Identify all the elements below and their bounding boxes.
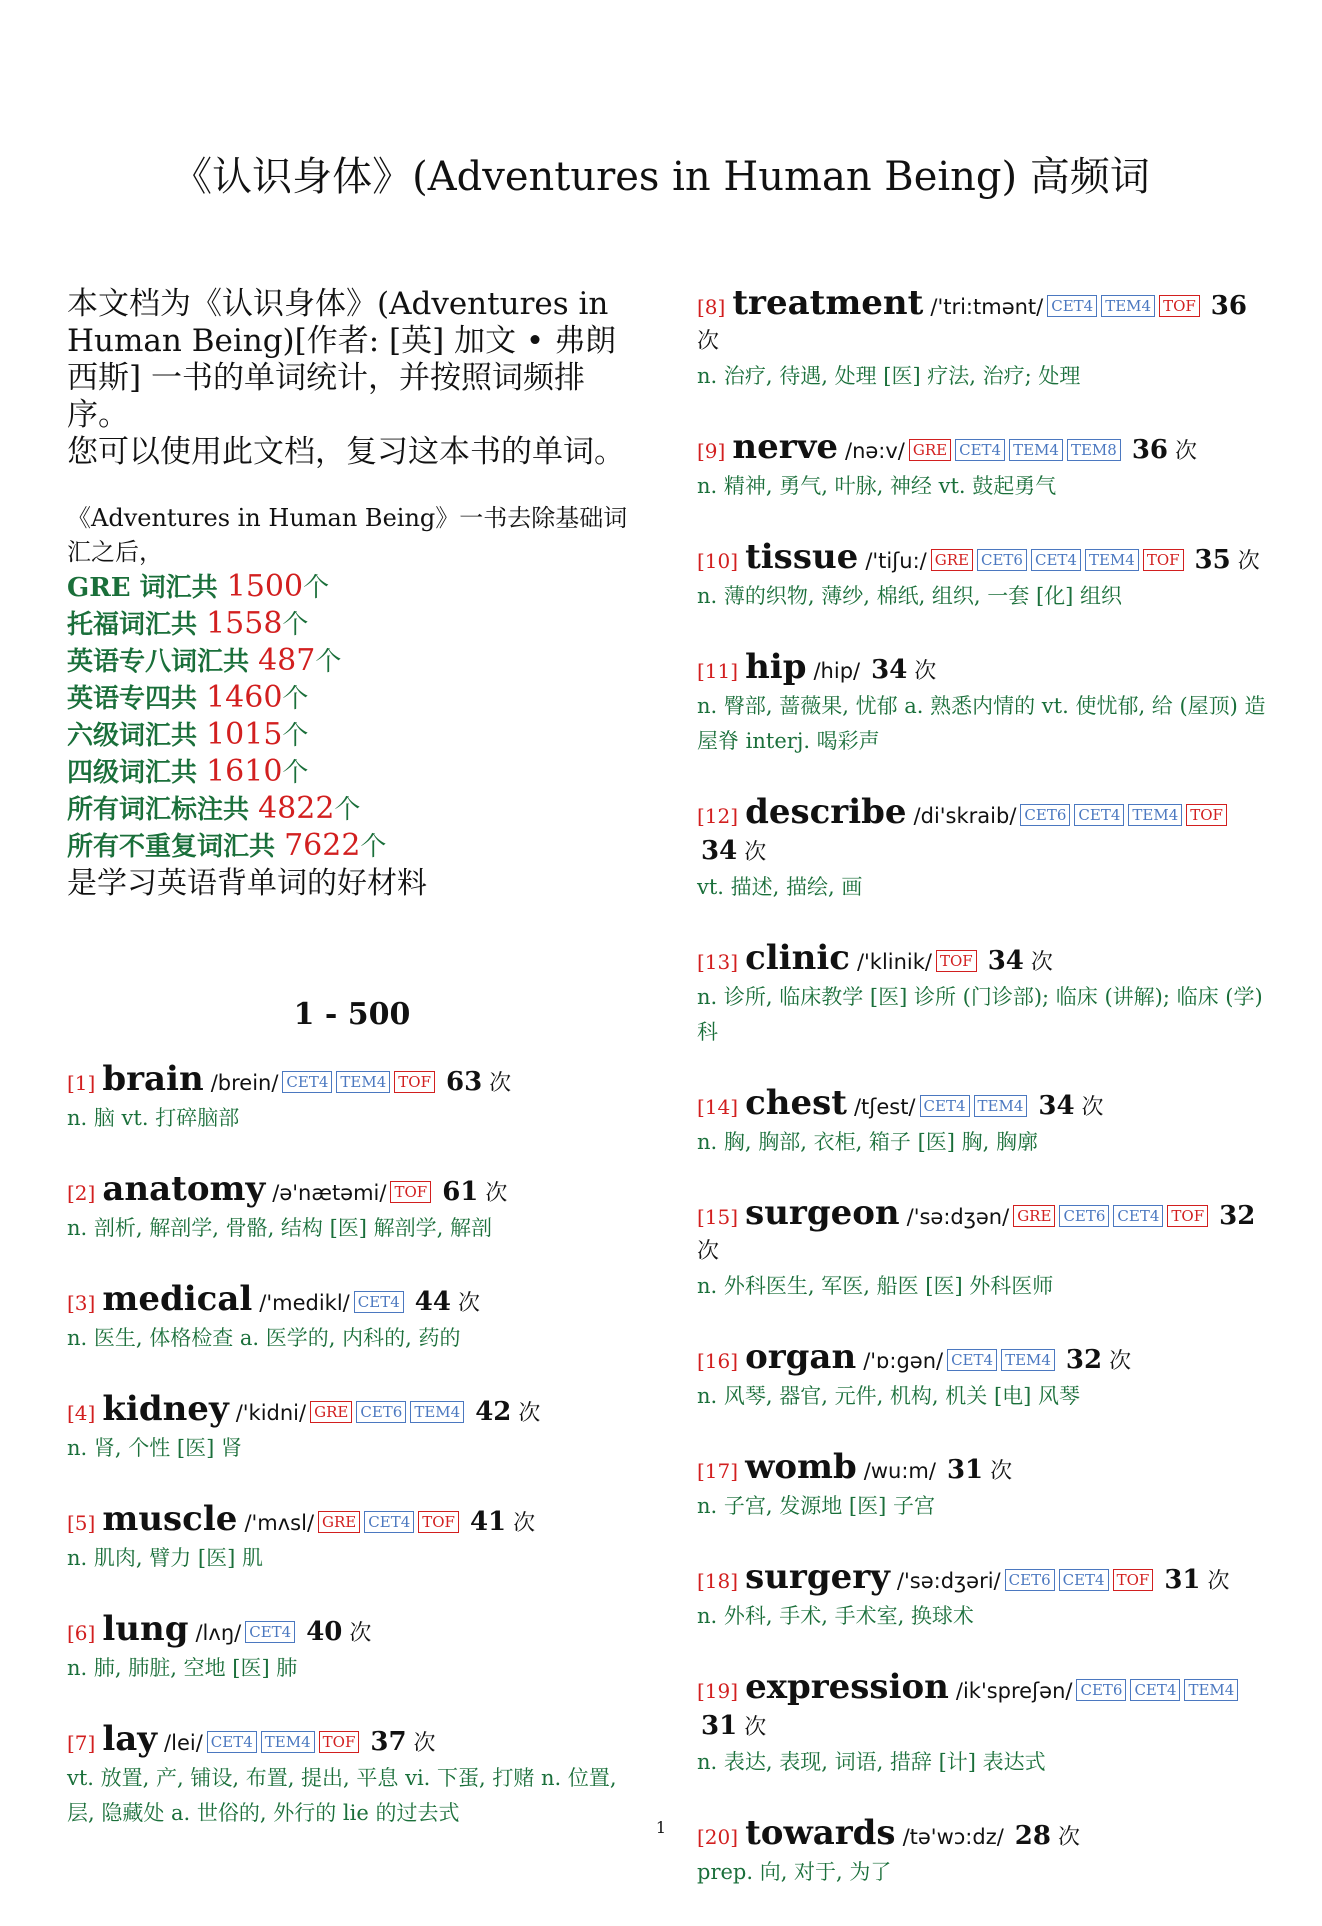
entry-word: towards: [745, 1813, 896, 1853]
vocab-entry: [697, 938, 1272, 1050]
vocab-entry: [67, 1279, 637, 1356]
stat-label: 英语专四共: [67, 684, 207, 714]
level-tag: GRE: [318, 1511, 360, 1533]
level-tag: TEM4: [410, 1401, 464, 1423]
stat-unit: 个: [360, 832, 387, 862]
stats-closing: 是学习英语背单词的好材料: [67, 866, 427, 901]
stat-unit: 个: [315, 647, 342, 677]
entry-phonetic: /tə'wɔ:dz/: [902, 1825, 1004, 1849]
entry-word: describe: [745, 792, 907, 832]
entry-count: 31: [701, 1711, 738, 1741]
entry-word: organ: [745, 1337, 857, 1377]
entry-word: anatomy: [102, 1169, 266, 1209]
level-tag: GRE: [931, 549, 973, 571]
entry-definition: n. 肾, 个性 [医] 肾: [67, 1436, 242, 1460]
entry-index: [11]: [697, 659, 739, 683]
level-tag: TOF: [1167, 1205, 1208, 1227]
entry-index: [8]: [697, 295, 726, 319]
stat-line: [67, 569, 637, 606]
vocab-entry: [697, 1337, 1272, 1414]
entry-phonetic: /brein/: [210, 1071, 279, 1095]
entry-index: [7]: [67, 1731, 96, 1755]
stats-intro: 《Adventures in Human Being》一书去除基础词汇之后，: [67, 504, 628, 566]
count-suffix: 次: [697, 329, 720, 354]
entry-index: [1]: [67, 1071, 96, 1095]
entry-index: [19]: [697, 1679, 739, 1703]
entry-word: hip: [745, 647, 807, 687]
level-tag: CET4: [920, 1095, 970, 1117]
entry-definition: n. 精神, 勇气, 叶脉, 神经 vt. 鼓起勇气: [697, 474, 1057, 498]
count-suffix: 次: [1237, 549, 1260, 574]
level-tag: TEM4: [974, 1095, 1028, 1117]
stat-value: 1558: [206, 606, 283, 641]
page-number: 1: [655, 1818, 667, 1837]
stat-label: 所有不重复词汇共: [67, 832, 285, 862]
entry-head: [697, 427, 1272, 469]
level-tag: CET4: [1074, 804, 1124, 826]
intro-paragraph: 您可以使用此文档，复习这本书的单词。: [67, 434, 625, 470]
count-suffix: 次: [489, 1071, 512, 1096]
vocab-entry: [697, 1193, 1272, 1304]
entry-phonetic: /'tiʃu:/: [865, 549, 927, 573]
entry-definition: prep. 向, 对于, 为了: [697, 1860, 892, 1884]
entry-phonetic: /wu:m/: [863, 1459, 936, 1483]
entry-phonetic: /'sə:dʒəri/: [896, 1569, 1001, 1593]
entry-head: [697, 1193, 1272, 1269]
entry-phonetic: /nə:v/: [845, 439, 905, 463]
entry-phonetic: /hip/: [813, 659, 861, 683]
right-column: [697, 283, 1272, 1926]
entry-definition: n. 胸, 胸部, 衣柜, 箱子 [医] 胸, 胸廓: [697, 1130, 1039, 1154]
entry-definition: n. 脑 vt. 打碎脑部: [67, 1106, 240, 1130]
level-tag: TEM4: [1009, 439, 1063, 461]
entry-head: [67, 1499, 637, 1541]
entry-word: tissue: [745, 537, 859, 577]
entry-definition: vt. 描述, 描绘, 画: [697, 875, 863, 899]
level-tag: CET6: [356, 1401, 406, 1423]
vocab-entry: [697, 427, 1272, 504]
stats-block: [67, 501, 637, 903]
level-tag: TOF: [394, 1071, 435, 1093]
count-suffix: 次: [744, 840, 767, 865]
level-tag: CET4: [354, 1291, 404, 1313]
level-tag: TEM4: [261, 1731, 315, 1753]
entry-head: [67, 1609, 637, 1651]
entry-definition: n. 外科, 手术, 手术室, 换球术: [697, 1604, 974, 1628]
entry-head: [67, 1059, 637, 1101]
entry-definition: n. 诊所, 临床教学 [医] 诊所 (门诊部); 临床 (讲解); 临床 (学) 科: [697, 985, 1263, 1044]
entry-word: lung: [102, 1609, 189, 1649]
stat-unit: 个: [282, 758, 309, 788]
vocab-entry: [67, 1169, 637, 1246]
count-suffix: 次: [1207, 1569, 1230, 1594]
level-tag: TOF: [418, 1511, 459, 1533]
entry-head: [697, 283, 1272, 359]
vocab-entry: [697, 1447, 1272, 1524]
count-suffix: 次: [1109, 1349, 1132, 1374]
entry-count: 32: [1065, 1345, 1103, 1375]
entry-index: [13]: [697, 950, 739, 974]
vocab-entry: [67, 1059, 637, 1136]
entry-count: 40: [306, 1617, 343, 1647]
level-tag: CET4: [1047, 295, 1097, 317]
entry-head: [67, 1169, 637, 1211]
entry-definition: n. 医生, 体格检查 a. 医学的, 内科的, 药的: [67, 1326, 461, 1350]
level-tag: CET4: [1130, 1679, 1180, 1701]
stats-lines: [67, 569, 637, 865]
entry-phonetic: /'medikl/: [259, 1291, 350, 1315]
entry-head: [67, 1719, 637, 1761]
stat-value: 487: [258, 643, 316, 678]
count-suffix: 次: [697, 1239, 720, 1264]
entry-head: [697, 1337, 1272, 1379]
entry-count: 34: [871, 655, 908, 685]
vocab-entry: [697, 792, 1272, 905]
level-tag: GRE: [909, 439, 951, 461]
entry-phonetic: /'klinik/: [856, 950, 932, 974]
entry-head: [67, 1389, 637, 1431]
entry-word: surgery: [745, 1557, 890, 1597]
stat-label: 所有词汇标注共: [67, 795, 259, 825]
entry-count: 36: [1210, 291, 1247, 321]
entry-phonetic: /tʃest/: [853, 1095, 916, 1119]
entry-phonetic: /'mʌsl/: [244, 1511, 315, 1535]
entry-definition: n. 臀部, 蔷薇果, 忧郁 a. 熟悉内情的 vt. 使忧郁, 给 (屋顶) 造屋脊 interj. 喝彩声: [697, 694, 1266, 753]
stat-line: [67, 754, 637, 791]
entry-count: 36: [1131, 435, 1169, 465]
entry-list-left: [67, 1059, 637, 1831]
entry-phonetic: /'ɒ:gən/: [863, 1349, 944, 1373]
level-tag: TEM4: [1184, 1679, 1238, 1701]
level-tag: CET6: [977, 549, 1027, 571]
entry-index: [16]: [697, 1349, 739, 1373]
entry-phonetic: /lʌŋ/: [195, 1621, 242, 1645]
entry-index: [9]: [697, 439, 726, 463]
entry-index: [6]: [67, 1621, 96, 1645]
entry-phonetic: /'tri:tmənt/: [930, 295, 1044, 319]
level-tag: CET6: [1020, 804, 1070, 826]
vocab-entry: [67, 1609, 637, 1686]
vocab-entry: [697, 1083, 1272, 1160]
entry-word: nerve: [732, 427, 838, 467]
count-suffix: 次: [349, 1621, 372, 1646]
stat-label: 英语专八词汇共: [67, 647, 259, 677]
count-suffix: 次: [513, 1511, 536, 1536]
entry-head: [697, 938, 1272, 980]
entry-index: [12]: [697, 804, 739, 828]
entry-index: [15]: [697, 1205, 739, 1229]
entry-count: 34: [987, 946, 1024, 976]
stat-label: GRE 词汇共: [67, 573, 227, 603]
entry-phonetic: /di'skraib/: [913, 804, 1017, 828]
entry-index: [10]: [697, 549, 739, 573]
entry-count: 63: [445, 1067, 483, 1097]
entry-definition: n. 风琴, 器官, 元件, 机构, 机关 [电] 风琴: [697, 1384, 1081, 1408]
entry-word: expression: [745, 1667, 949, 1707]
stat-line: [67, 606, 637, 643]
vocab-entry: [697, 1667, 1272, 1780]
entry-count: 42: [475, 1397, 512, 1427]
entry-count: 34: [1038, 1091, 1075, 1121]
level-tag: GRE: [310, 1401, 352, 1423]
stat-line: [67, 828, 637, 865]
entry-head: [697, 1557, 1272, 1599]
entry-count: 37: [370, 1727, 407, 1757]
entry-head: [67, 1279, 637, 1321]
level-tag: TOF: [1186, 804, 1227, 826]
entry-definition: vt. 放置, 产, 铺设, 布置, 提出, 平息 vi. 下蛋, 打赌 n. 位置, 层, 隐藏处 a. 世俗的, 外行的 lie 的过去式: [67, 1766, 617, 1825]
entry-definition: n. 肺, 肺脏, 空地 [医] 肺: [67, 1656, 298, 1680]
entry-definition: n. 薄的织物, 薄纱, 棉纸, 组织, 一套 [化] 组织: [697, 584, 1123, 608]
entry-word: medical: [102, 1279, 253, 1319]
stat-label: 四级词汇共: [67, 758, 207, 788]
entry-count: 35: [1194, 545, 1231, 575]
entry-head: [697, 537, 1272, 579]
entry-index: [2]: [67, 1181, 96, 1205]
entry-definition: n. 外科医生, 军医, 船医 [医] 外科医师: [697, 1274, 1054, 1298]
count-suffix: 次: [1030, 950, 1053, 975]
vocab-entry: [697, 283, 1272, 394]
entry-count: 31: [946, 1455, 984, 1485]
entry-count: 41: [469, 1507, 507, 1537]
entry-word: kidney: [102, 1389, 229, 1429]
stat-value: 4822: [258, 791, 335, 826]
stat-label: 六级词汇共: [67, 721, 207, 751]
intro-text: [67, 286, 637, 471]
count-suffix: 次: [744, 1715, 767, 1740]
count-suffix: 次: [990, 1459, 1013, 1484]
level-tag: TEM4: [1128, 804, 1182, 826]
level-tag: CET4: [245, 1621, 295, 1643]
level-tag: TEM8: [1067, 439, 1121, 461]
entry-head: [697, 1083, 1272, 1125]
stat-line: [67, 791, 637, 828]
entry-index: [14]: [697, 1095, 739, 1119]
level-tag: TEM4: [336, 1071, 390, 1093]
stat-value: 7622: [284, 828, 361, 863]
count-suffix: 次: [485, 1181, 508, 1206]
entry-word: muscle: [102, 1499, 238, 1539]
entry-list-right: [697, 283, 1272, 1890]
level-tag: CET4: [364, 1511, 414, 1533]
entry-definition: n. 肌肉, 臂力 [医] 肌: [67, 1546, 263, 1570]
level-tag: CET4: [1031, 549, 1081, 571]
stat-unit: 个: [282, 721, 309, 751]
stat-value: 1610: [206, 754, 283, 789]
page-title: 《认识身体》(Adventures in Human Being) 高频词: [172, 154, 1150, 200]
level-tag: TOF: [936, 950, 977, 972]
stat-value: 1460: [206, 680, 283, 715]
entry-word: chest: [745, 1083, 847, 1123]
level-tag: TOF: [1113, 1569, 1154, 1591]
entry-head: [697, 1667, 1272, 1745]
stat-value: 1015: [206, 717, 283, 752]
count-suffix: 次: [1175, 439, 1198, 464]
entry-definition: n. 表达, 表现, 词语, 措辞 [计] 表达式: [697, 1750, 1046, 1774]
count-suffix: 次: [413, 1731, 436, 1756]
entry-phonetic: /lei/: [164, 1731, 203, 1755]
stat-line: [67, 680, 637, 717]
level-tag: GRE: [1013, 1205, 1055, 1227]
level-tag: CET4: [955, 439, 1005, 461]
level-tag: TOF: [390, 1181, 431, 1203]
entry-head: [697, 792, 1272, 870]
left-column: [67, 286, 637, 1867]
vocab-entry: [67, 1719, 637, 1831]
level-tag: CET4: [207, 1731, 257, 1753]
vocab-entry: [697, 1557, 1272, 1634]
level-tag: TEM4: [1085, 549, 1139, 571]
level-tag: CET6: [1005, 1569, 1055, 1591]
vocab-entry: [67, 1389, 637, 1466]
entry-phonetic: /'kidni/: [235, 1401, 307, 1425]
entry-phonetic: /ik'spreʃən/: [955, 1679, 1073, 1703]
level-tag: TOF: [319, 1731, 360, 1753]
entry-definition: n. 治疗, 待遇, 处理 [医] 疗法, 治疗; 处理: [697, 364, 1081, 388]
entry-phonetic: /'sə:dʒən/: [906, 1205, 1010, 1229]
level-tag: TEM4: [1101, 295, 1155, 317]
level-tag: CET4: [947, 1349, 997, 1371]
stat-unit: 个: [282, 684, 309, 714]
entry-word: brain: [102, 1059, 204, 1099]
entry-count: 34: [701, 836, 738, 866]
entry-definition: n. 剖析, 解剖学, 骨骼, 结构 [医] 解剖学, 解剖: [67, 1216, 493, 1240]
entry-phonetic: /ə'nætəmi/: [272, 1181, 387, 1205]
level-tag: CET4: [282, 1071, 332, 1093]
entry-count: 61: [442, 1177, 479, 1207]
entry-word: treatment: [732, 283, 924, 323]
vocab-entry: [697, 647, 1272, 759]
entry-index: [4]: [67, 1401, 96, 1425]
count-suffix: 次: [914, 659, 937, 684]
level-tag: CET6: [1076, 1679, 1126, 1701]
entry-index: [17]: [697, 1459, 739, 1483]
entry-index: [18]: [697, 1569, 739, 1593]
vocab-entry: [697, 537, 1272, 614]
level-tag: TEM4: [1001, 1349, 1055, 1371]
entry-definition: n. 子宫, 发源地 [医] 子宫: [697, 1494, 935, 1518]
entry-index: [20]: [697, 1825, 739, 1849]
entry-count: 28: [1014, 1821, 1051, 1851]
entry-head: [697, 647, 1272, 689]
count-suffix: 次: [1057, 1825, 1080, 1850]
section-heading: 1 - 500: [293, 997, 411, 1032]
stat-label: 托福词汇共: [67, 610, 207, 640]
stat-line: [67, 717, 637, 754]
count-suffix: 次: [457, 1291, 480, 1316]
stat-unit: 个: [303, 573, 330, 603]
entry-word: clinic: [745, 938, 850, 978]
stat-value: 1500: [226, 569, 304, 604]
level-tag: CET6: [1059, 1205, 1109, 1227]
stat-unit: 个: [282, 610, 309, 640]
entry-count: 31: [1164, 1565, 1201, 1595]
entry-count: 44: [414, 1287, 451, 1317]
entry-word: surgeon: [745, 1193, 900, 1233]
level-tag: TOF: [1143, 549, 1184, 571]
level-tag: TOF: [1159, 295, 1200, 317]
level-tag: CET4: [1059, 1569, 1109, 1591]
intro-paragraph: 本文档为《认识身体》(Adventures in Human Being)[作者: [英] 加文 • 弗朗西斯] 一书的单词统计，并按照词频排序。: [67, 286, 617, 433]
entry-index: [5]: [67, 1511, 96, 1535]
entry-count: 32: [1219, 1201, 1256, 1231]
count-suffix: 次: [1081, 1095, 1104, 1120]
entry-word: womb: [745, 1447, 857, 1487]
entry-index: [3]: [67, 1291, 96, 1315]
level-tag: CET4: [1113, 1205, 1163, 1227]
vocab-entry: [67, 1499, 637, 1576]
stat-line: [67, 643, 637, 680]
entry-word: lay: [102, 1719, 158, 1759]
count-suffix: 次: [518, 1401, 541, 1426]
stat-unit: 个: [334, 795, 361, 825]
entry-head: [697, 1447, 1272, 1489]
